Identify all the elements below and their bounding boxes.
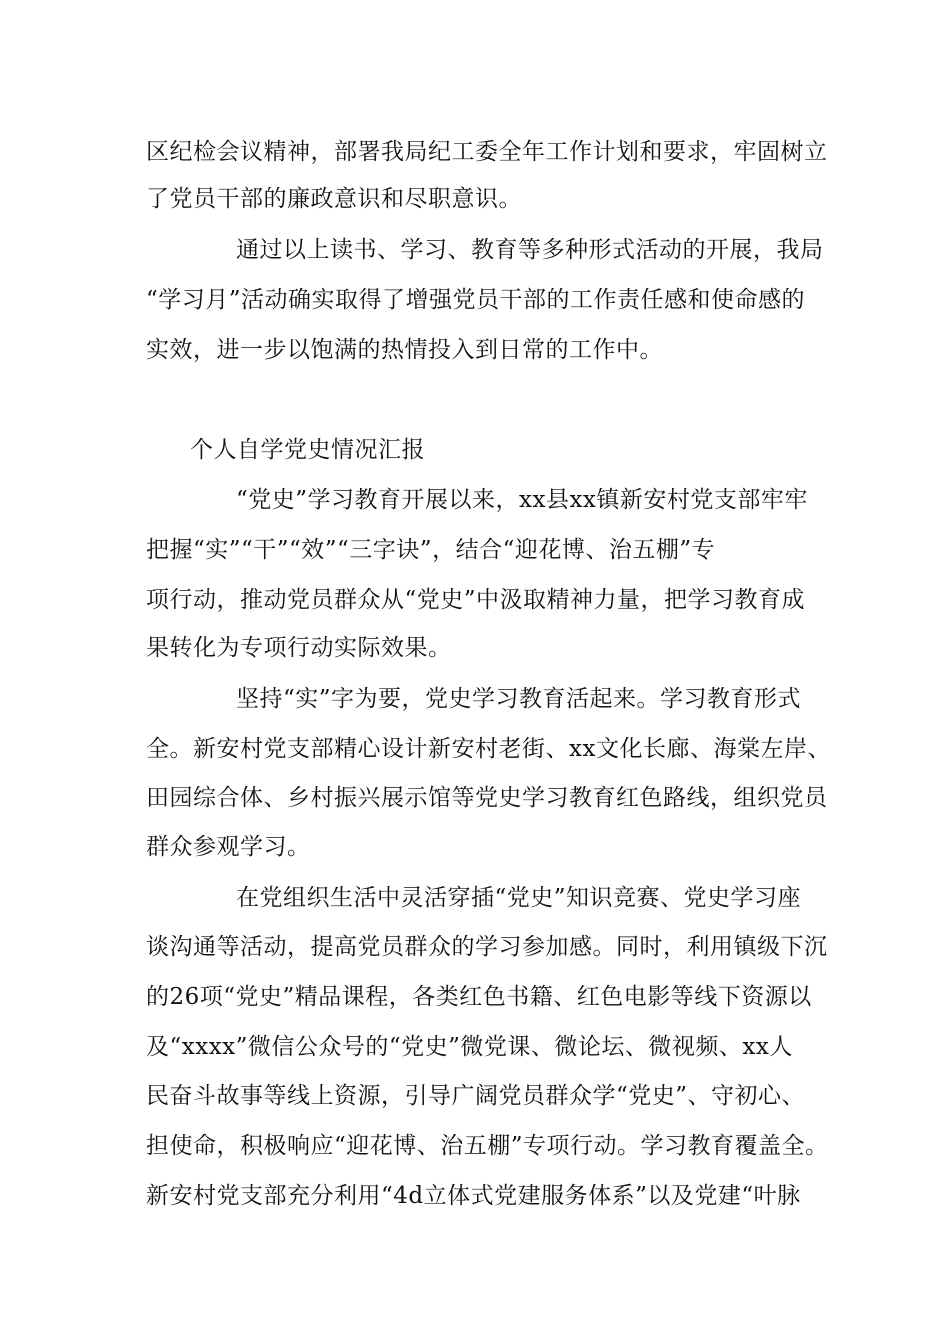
paragraph-line: 了党员干部的廉政意识和尽职意识。	[146, 186, 522, 212]
paragraph-line: 谈沟通等活动，提高党员群众的学习参加感。同时，利用镇级下沉	[146, 934, 828, 960]
paragraph-line: 的26项“党史”精品课程，各类红色书籍、红色电影等线下资源以	[146, 984, 812, 1010]
section-heading: 个人自学党史情况汇报	[190, 437, 425, 463]
paragraph-line: 及“xxxx”微信公众号的“党史”微党课、微论坛、微视频、xx人	[146, 1034, 793, 1060]
paragraph-line: 田园综合体、乡村振兴展示馆等党史学习教育红色路线，组织党员	[146, 785, 828, 811]
paragraph-line: “党史”学习教育开展以来，xx县xx镇新安村党支部牢牢	[236, 487, 808, 513]
paragraph-line: 新安村党支部充分利用“4d立体式党建服务体系”以及党建“叶脉	[146, 1183, 801, 1209]
paragraph-line: 民奋斗故事等线上资源，引导广阔党员群众学“党史”、守初心、	[146, 1083, 806, 1109]
paragraph-line: 在党组织生活中灵活穿插“党史”知识竞赛、党史学习座	[236, 885, 802, 911]
paragraph-line: 把握“实”“干”“效”“三字诀”，结合“迎花博、治五棚”专	[146, 537, 716, 563]
paragraph-line: 全。新安村党支部精心设计新安村老街、xx文化长廊、海棠左岸、	[146, 736, 831, 762]
paragraph-line: 群众参观学习。	[146, 834, 311, 860]
paragraph-line: 通过以上读书、学习、教育等多种形式活动的开展，我局	[236, 237, 824, 263]
paragraph-line: 项行动，推动党员群众从“党史”中汲取精神力量，把学习教育成	[146, 587, 806, 613]
paragraph-line: 果转化为专项行动实际效果。	[146, 635, 452, 661]
paragraph-line: 区纪检会议精神，部署我局纪工委全年工作计划和要求，牢固树立	[146, 139, 828, 165]
paragraph-line: “学习月”活动确实取得了增强党员干部的工作责任感和使命感的	[146, 287, 806, 313]
paragraph-line: 担使命，积极响应“迎花博、治五棚”专项行动。学习教育覆盖全。	[146, 1133, 829, 1159]
paragraph-line: 坚持“实”字为要，党史学习教育活起来。学习教育形式	[236, 686, 802, 712]
paragraph-line: 实效，进一步以饱满的热情投入到日常的工作中。	[146, 337, 663, 363]
